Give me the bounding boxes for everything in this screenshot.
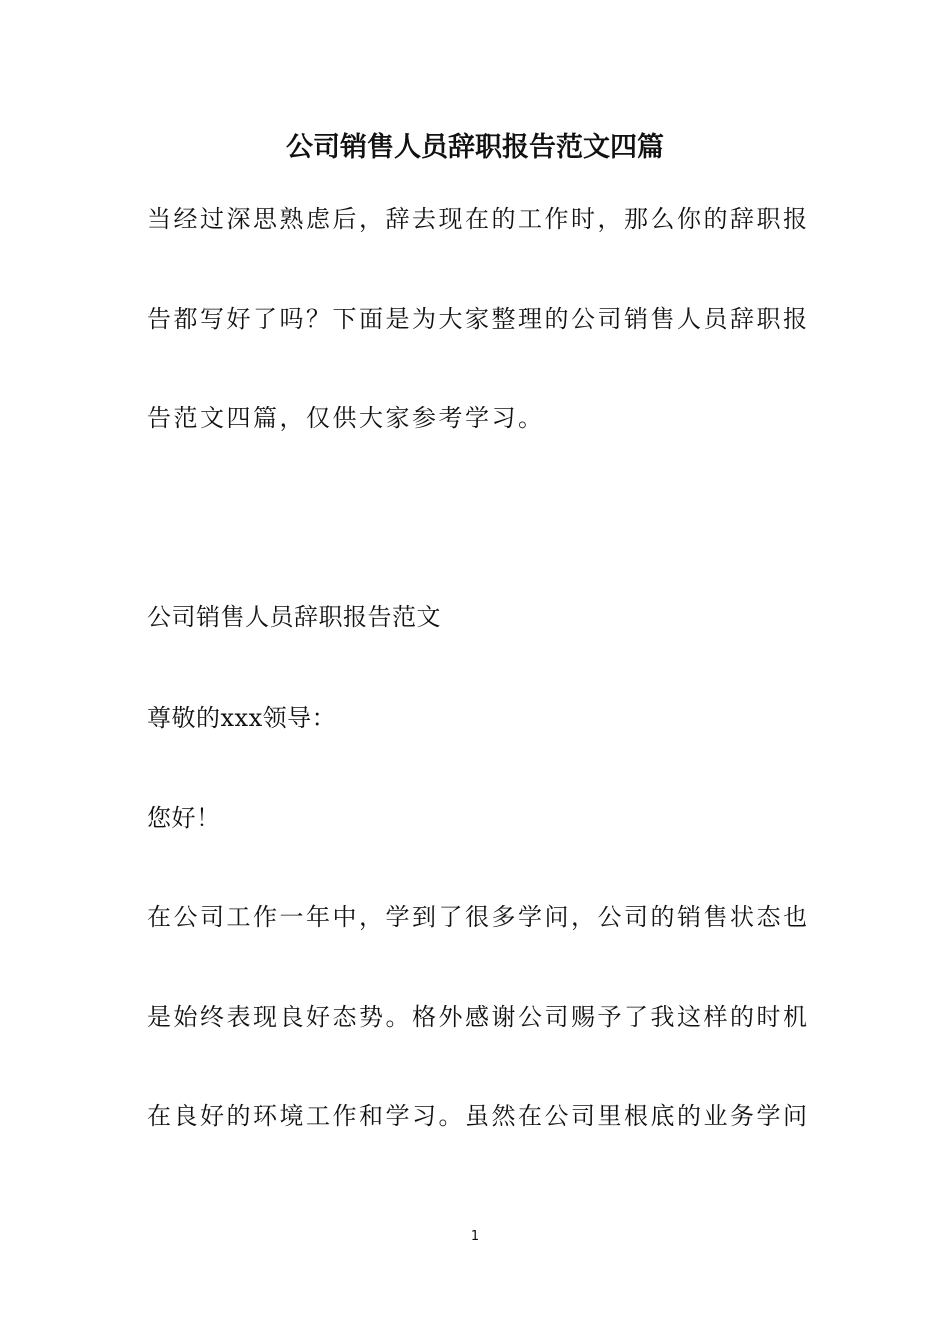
intro-line-3: 告范文四篇，仅供大家参考学习。 <box>147 404 545 432</box>
intro-line-1: 当经过深思熟虑后，辞去现在的工作时，那么你的辞职报 <box>147 205 810 233</box>
section-heading: 公司销售人员辞职报告范文 <box>147 603 441 631</box>
salutation: 尊敬的xxx领导： <box>147 704 337 732</box>
greeting: 您好！ <box>147 804 221 832</box>
body-line-1: 在公司工作一年中，学到了很多学问，公司的销售状态也 <box>147 903 810 931</box>
page-number: 1 <box>470 1229 480 1244</box>
intro-line-2: 告都写好了吗？下面是为大家整理的公司销售人员辞职报 <box>147 305 810 333</box>
document-title: 公司销售人员辞职报告范文四篇 <box>286 132 664 163</box>
body-line-2: 是始终表现良好态势。格外感谢公司赐予了我这样的时机 <box>147 1003 810 1031</box>
body-line-3: 在良好的环境工作和学习。虽然在公司里根底的业务学问 <box>147 1102 810 1130</box>
